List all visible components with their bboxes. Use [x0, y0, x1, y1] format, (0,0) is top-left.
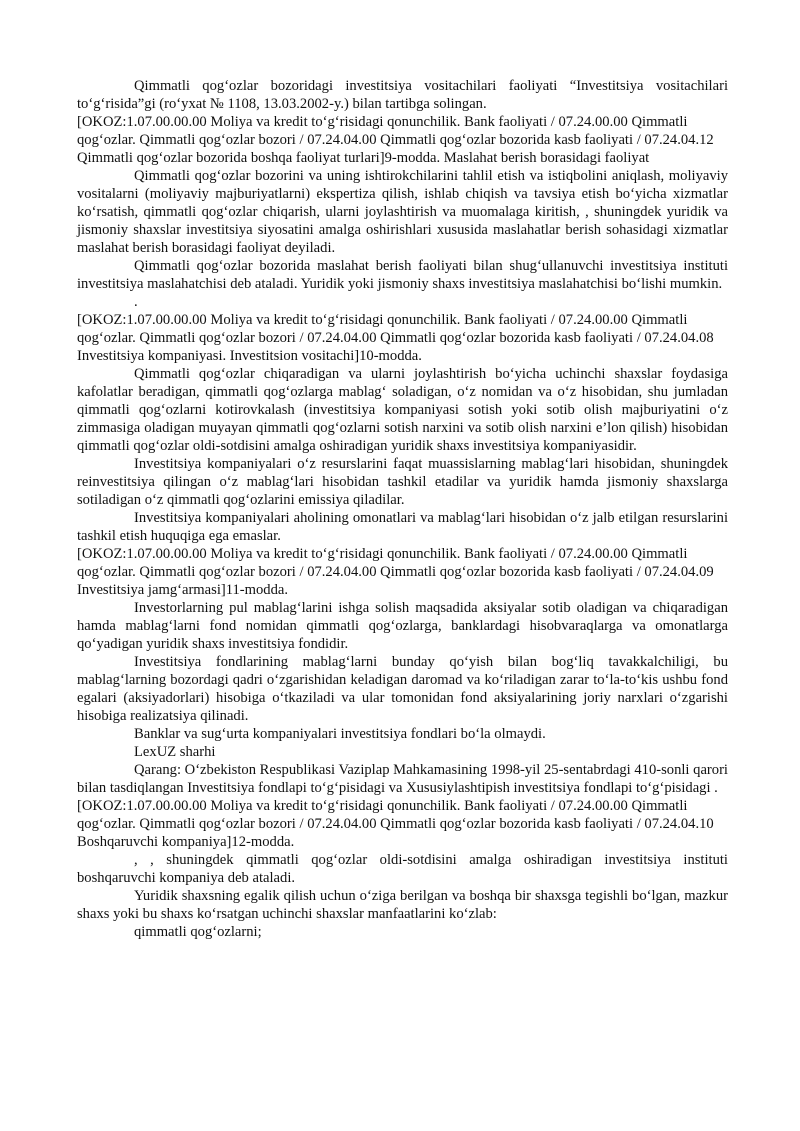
- classifier-reference: [OKOZ:1.07.00.00.00 Moliya va kredit to‘g‘risidagi qonunchilik. Bank faoliyati / 07.24.00.00 Qimmatli qog‘ozlar. Qimmatli qog‘ozlar bozori / 07.24.04.00 Qimmatli qog‘ozlar bozorida kasb faoliyati / 07.24.04.08 Investitsiya kompaniyasi. Investitsion vositachi]10-modda.: [77, 312, 714, 364]
- paragraph: Yuridik shaxsning egalik qilish uchun o‘ziga berilgan va boshqa bir shaxsga tegishli bo‘lgan, mazkur shaxs yoki bu shaxs ko‘rsatgan uchinchi shaxslar manfaatlarini ko‘zlab:: [77, 888, 728, 922]
- paragraph: qimmatli qog‘ozlarni;: [134, 924, 262, 940]
- paragraph: Qimmatli qog‘ozlar bozoridagi investitsiya vositachilari faoliyati “Investitsiya vositachilari to‘g‘risida”gi (ro‘yxat № 1108, 13.03.2002-y.) bilan tartibga solingan.: [77, 78, 728, 112]
- paragraph: Banklar va sug‘urta kompaniyalari investitsiya fondlari bo‘la olmaydi.: [134, 726, 546, 742]
- paragraph: Qimmatli qog‘ozlar bozorini va uning ishtirokchilarini tahlil etish va istiqbolini aniqlash, moliyaviy vositalarni (moliyaviy majburiyatlarni) ekspertiza qilish, ishlab chiqish va tavsiya etish bo‘yicha xizmatlar ko‘rsatish, qimmatli qog‘ozlar chiqarish, ularni joylashtirish va muomalaga kiritish, , shuningdek yuridik va jismoniy shaxslar investitsiya siyosatini amalga oshirishlari xususida maslahatlar berish sohasidagi xizmatlar maslahat berish borasidagi faoliyat deyiladi.: [77, 168, 728, 256]
- lexuz-commentary-label: LexUZ sharhi: [134, 744, 216, 760]
- paragraph: Qimmatli qog‘ozlar chiqaradigan va ularni joylashtirish bo‘yicha uchinchi shaxslar foydasiga kafolatlar beradigan, qimmatli qog‘ozlarga mablag‘ soladigan, o‘z nomidan va o‘z hisobidan, shu jumladan qimmatli qog‘ozlarni kotirovkalash (investitsiya kompaniyasi sotish yoki sotib olish majburiyatini o‘z zimmasiga oladigan muyayan qimmatli qog‘ozlarni sotish narxini va sotib olish narxini e’lon qilish) hisobidan qimmatli qog‘ozlar oldi-sotdisini amalga oshiradigan yuridik shaxs investitsiya kompaniyasidir.: [77, 366, 728, 454]
- classifier-reference: [OKOZ:1.07.00.00.00 Moliya va kredit to‘g‘risidagi qonunchilik. Bank faoliyati / 07.24.00.00 Qimmatli qog‘ozlar. Qimmatli qog‘ozlar bozori / 07.24.04.00 Qimmatli qog‘ozlar bozorida kasb faoliyati / 07.24.04.12 Qimmatli qog‘ozlar bozorida boshqa faoliyat turlari]9-modda. Maslahat berish borasidagi faoliyat: [77, 114, 714, 166]
- paragraph: Investitsiya kompaniyalari o‘z resurslarini faqat muassislarning mablag‘lari hisobidan, shuningdek reinvestitsiya qilingan o‘z mablag‘lari hisobidan tashkil etadilar va yuridik hamda jismoniy shaxslarga sotiladigan o‘z qimmatli qog‘ozlarini emissiya qiladilar.: [77, 456, 728, 508]
- paragraph: Investitsiya fondlarining mablag‘larni bunday qo‘yish bilan bog‘liq tavakkalchiligi, bu mablag‘larning bozordagi qadri o‘zgarishidan keladigan daromad va ko‘riladigan zarar to‘la-to‘kis ushbu fond egalari (aksiyadorlari) hisobiga o‘tkaziladi va ular tomonidan fond aksiyalarining joriy narxlari o‘zgarishi hisobiga realizatsiya qilinadi.: [77, 654, 728, 724]
- paragraph: Investitsiya kompaniyalari aholining omonatlari va mablag‘lari hisobidan o‘z jalb etilgan resurslarini tashkil etish huquqiga ega emaslar.: [77, 510, 728, 544]
- paragraph: Investorlarning pul mablag‘larini ishga solish maqsadida aksiyalar sotib oladigan va chiqaradigan hamda mablag‘larni fond nomidan qimmatli qog‘ozlarga, banklardagi hisobvaraqlarga va omonatlarga qo‘yadigan yuridik shaxs investitsiya fondidir.: [77, 600, 728, 652]
- paragraph: Qimmatli qog‘ozlar bozorida maslahat berish faoliyati bilan shug‘ullanuvchi investitsiya instituti investitsiya maslahatchisi deb ataladi. Yuridik yoki jismoniy shaxs investitsiya maslahatchisi bo‘lishi mumkin.: [77, 258, 728, 292]
- separator-dot: .: [134, 294, 138, 310]
- classifier-reference: [OKOZ:1.07.00.00.00 Moliya va kredit to‘g‘risidagi qonunchilik. Bank faoliyati / 07.24.00.00 Qimmatli qog‘ozlar. Qimmatli qog‘ozlar bozori / 07.24.04.00 Qimmatli qog‘ozlar bozorida kasb faoliyati / 07.24.04.09 Investitsiya jamg‘armasi]11-modda.: [77, 546, 714, 598]
- paragraph: , , shuningdek qimmatli qog‘ozlar oldi-sotdisini amalga oshiradigan investitsiya instituti boshqaruvchi kompaniya deb ataladi.: [77, 852, 728, 886]
- paragraph: Qarang: O‘zbekiston Respublikasi Vaziplap Mahkamasining 1998-yil 25-sentabrdagi 410-sonli qarori bilan tasdiqlangan Investitsiya fondlapi to‘g‘pisidagi va Xususiylashtipish investitsiya fondlapi to‘g‘pisidagi .: [77, 762, 728, 796]
- classifier-reference: [OKOZ:1.07.00.00.00 Moliya va kredit to‘g‘risidagi qonunchilik. Bank faoliyati / 07.24.00.00 Qimmatli qog‘ozlar. Qimmatli qog‘ozlar bozori / 07.24.04.00 Qimmatli qog‘ozlar bozorida kasb faoliyati / 07.24.04.10 Boshqaruvchi kompaniya]12-modda.: [77, 798, 714, 850]
